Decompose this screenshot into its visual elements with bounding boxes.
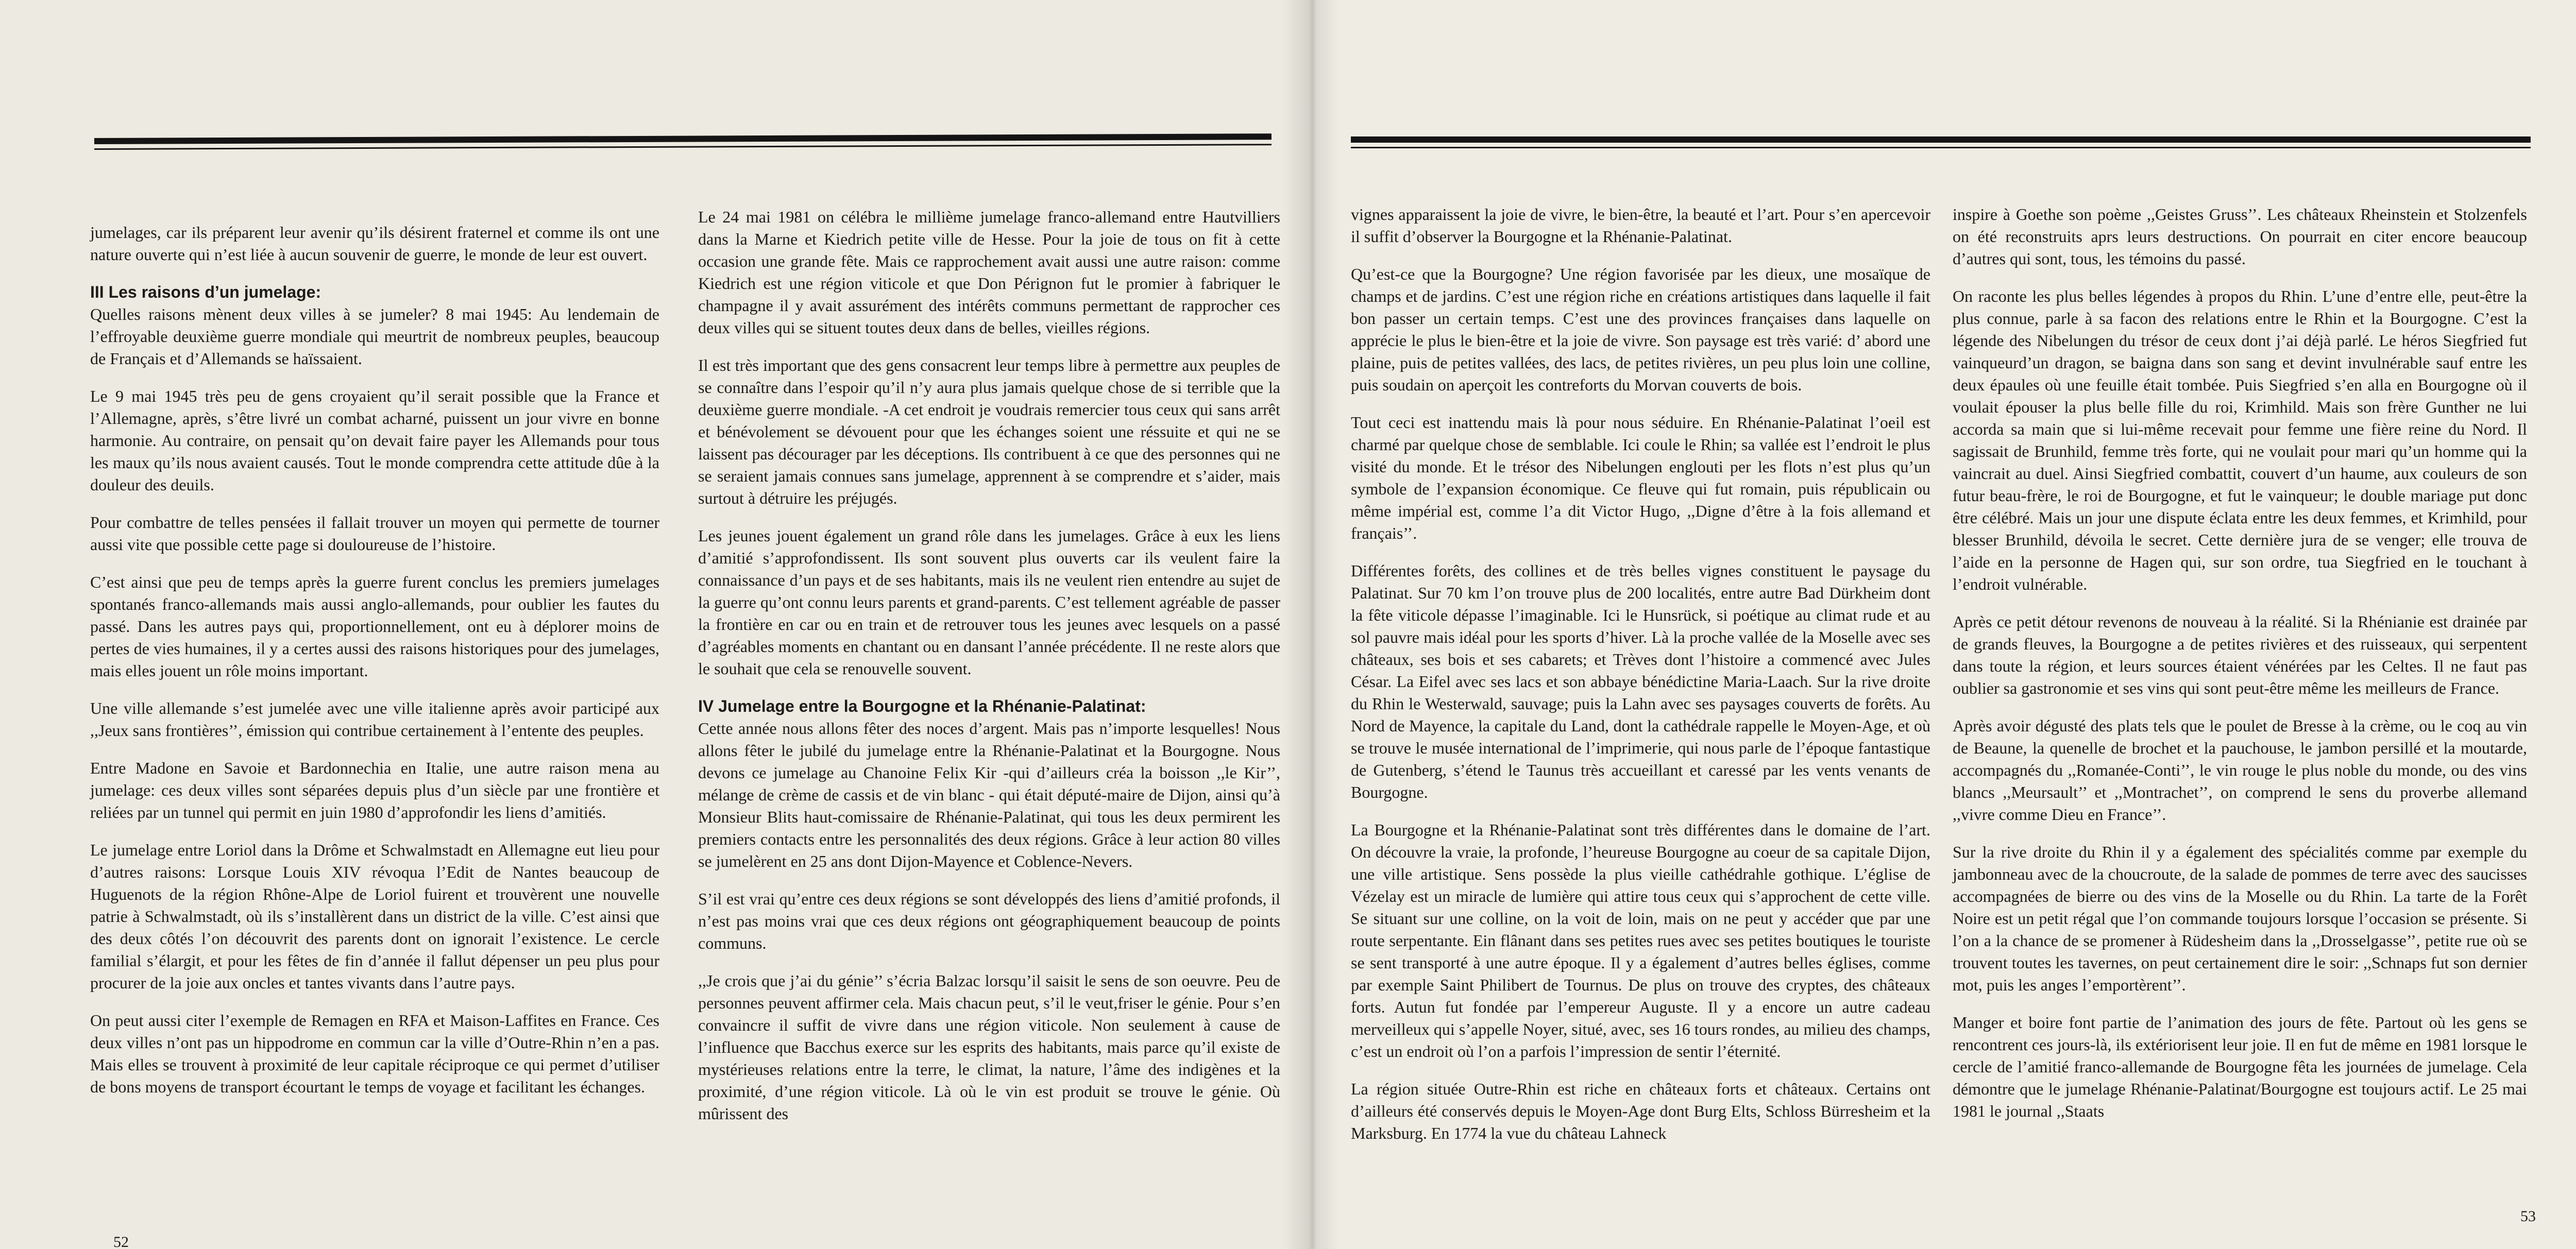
paragraph: Entre Madone en Savoie et Bardonnechia en Italie, une autre raison mena au jumelage: ces deux villes sont séparées depuis plus d’un siècle par une frontière et reliées par un tunnel qui permit en juin 1980 d’approfondir les liens d’amitiés. (90, 759, 659, 822)
paragraph: inspire à Goethe son poème ,,Geistes Gruss’’. Les châteaux Rheinstein et Stolzenfels on été reconstruits aprs leurs destructions. On pourrait en citer encore beaucoup d’autres qui sont, tous, les témoins du passé. (1953, 205, 2527, 268)
left-column-1 (90, 221, 659, 1114)
paragraph: Sur la rive droite du Rhin il y a également des spécialités comme par exemple du jambonneau avec de la choucroute, de la salade de pommes de terre avec des saucisses accompagnées de bierre ou des vins de la Moselle ou du Rhin. La tarte de la Forêt Noire est un petit régal que l’on commande toujours lorsque l’occasion se présente. Si l’on a la chance de se promener à Rüdesheim dans la ,,Drosselgasse’’, petite rue où se trouvent toutes les tavernes, on peut certainement dire le soir: ,,Schnaps fut son dernier mot, puis les anges l’emportèrent’’. (1953, 843, 2527, 994)
paragraph: Quelles raisons mènent deux villes à se jumeler? 8 mai 1945: Au lendemain de l’effroyable deuxième guerre mondiale qui meurtrit de nombreux peuples, beaucoup de Français et d’Allemands se haïssaient. (90, 305, 659, 368)
section-heading: III Les raisons d’un jumelage: (90, 283, 321, 301)
paragraph: Le jumelage entre Loriol dans la Drôme et Schwalmstadt en Allemagne eut lieu pour d’autres raisons: Lorsque Louis XIV révoqua l’Edit de Nantes beaucoup de Huguenots de la région Rhône-Alpe de Loriol fuirent et trouvèrent une nouvelle patrie à Schwalmstadt, où ils s’installèrent dans un district de la ville. C’est ainsi que des deux côtés l’on découvrit des parents dont on ignorait l’existence. Le cercle familial s’élargit, et pour les fêtes de fin d’année il fallut dépenser un peu plus pour procurer de la joie aux oncles et tantes vivants dans l’autre pays. (90, 841, 659, 992)
page-number: 53 (2520, 1208, 2536, 1225)
paragraph: Le 9 mai 1945 très peu de gens croyaient qu’il serait possible que la France et l’Allemagne, après, s’être livré un combat acharné, puissent un jour vivre en bonne harmonie. Au contraire, on pensait qu’on devait faire payer les Allemands pour tous les maux qu’ils nous avaient causés. Tout le monde comprendra cette attitude dûe à la douleur des deuils. (90, 387, 659, 494)
header-rule (94, 133, 1272, 153)
paragraph: S’il est vrai qu’entre ces deux régions se sont développés des liens d’amitié profonds, il n’est pas moins vrai que ces deux régions ont géographiquement beaucoup de points communs. (698, 889, 1280, 952)
paragraph: Les jeunes jouent également un grand rôle dans les jumelages. Grâce à eux les liens d’amitié s’approfondissent. Ils sont souvent plus ouverts car ils veulent faire la connaissance d’un pays et de ses habitants, mais ils ne veulent rien entendre au sujet de la guerre qu’ont connu leurs parents et grand-parents. C’est tellement agréable de passer la frontière en car ou en train et de retrouver tous les jeunes avec lesquels on a passé d’agréables moments en chantant ou en dansant l’année précédente. Il ne reste alors que le souhait que cela se renouvelle souvent. (698, 526, 1280, 678)
paragraph: ,,Je crois que j’ai du génie’’ s’écria Balzac lorsqu’il saisit le sens de son oeuvre. Peu de personnes peuvent affirmer cela. Mais chacun peut, s’il le veut,friser le génie. Pour s’en convaincre il suffit de vivre dans une région viticole. Non seulement à cause de l’influence que Bacchus exerce sur les esprits des habitants, mais parce qu’il existe de mystérieuses relations entre la terre, le climat, la nature, l’âme des indigènes et la proximité, d’une région viticole. Là où le vin est produit se trouve le génie. Où mûrissent des (698, 971, 1280, 1123)
paragraph: Tout ceci est inattendu mais là pour nous séduire. En Rhénanie-Palatinat l’oeil est charmé par quelque chose de semblable. Ici coule le Rhin; sa vallée est l’endroit le plus visité du monde. Et le trésor des Nibelungen englouti per les flots n’est plus qu’un symbole de l’expansion économique. Ce fleuve qui fut romain, puis républicain ou même impérial est, comme l’a dit Victor Hugo, ,,Digne d’être à la fois allemand et français’’. (1351, 413, 1930, 542)
paragraph: jumelages, car ils préparent leur avenir qu’ils désirent fraternel et comme ils ont une nature ouverte qui n’est liée à aucun souvenir de guerre, le monde de leur est ouvert. (90, 223, 659, 264)
header-rule (1351, 136, 2531, 152)
right-column-2 (1953, 203, 2527, 1138)
paragraph: Le 24 mai 1981 on célébra le millième jumelage franco-allemand entre Hautvilliers dans la Marne et Kiedrich petite ville de Hesse. Pour la joie de tous on fit à cette occasion une grande fête. Mais ce rapprochement avait aussi une autre raison: comme Kiedrich est une région viticole et que Don Pérignon fut le promier à fabriquer le champagne il y avait assurément des intérêts communs permettant de rapprocher ces deux villes qui se situent toutes deux dans de belles, vieilles régions. (698, 208, 1280, 337)
right-page (1309, 0, 2576, 1249)
paragraph: Manger et boire font partie de l’animation des jours de fête. Partout où les gens se rencontrent ces jours-là, ils extériorisent leur joie. Il en fut de même en 1981 lorsque le cercle de l’amitié franco-allemande de Bourgogne fêta les journées de jumelage. Cela démontre que le jumelage Rhénanie-Palatinat/Bourgogne est toujours actif. Le 25 mai 1981 le journal ,,Staats (1953, 1013, 2527, 1120)
paragraph: vignes apparaissent la joie de vivre, le bien-être, la beauté et l’art. Pour s’en apercevoir il suffit d’observer la Bourgogne et la Rhénanie-Palatinat. (1351, 205, 1930, 246)
paragraph: La région située Outre-Rhin est riche en châteaux forts et châteaux. Certains ont d’ailleurs été conservés depuis le Moyen-Age dont Burg Elts, Schloss Bürresheim et la Marksburg. En 1774 la vue du château Lahneck (1351, 1080, 1930, 1142)
paragraph: On peut aussi citer l’exemple de Remagen en RFA et Maison-Laffites en France. Ces deux villes n’ont pas un hippodrome en commun car la ville d’Outre-Rhin n’en a pas. Mais elles se trouvent à proximité de leur capitale réciproque ce qui permet d’utiliser de bons moyens de transport écourtant le temps de voyage et facilitant les échanges. (90, 1011, 659, 1096)
paragraph: Il est très important que des gens consacrent leur temps libre à permettre aux peuples de se connaître dans l’espoir qu’il n’y aura plus jamais quelque chose de si terrible que la deuxième guerre mondiale. -A cet endroit je voudrais remercier tous ceux qui sans arrêt et bénévolement se dévouent pour que les échanges soient une réssuite et qui ne se laissent pas décourager par les déceptions. Ils contribuent à ce que des personnes qui ne se seraient jamais connues sans jumelage, apprennent à se comprendre et s’aider, mais surtout à détruire les préjugés. (698, 356, 1280, 507)
paragraph: La Bourgogne et la Rhénanie-Palatinat sont très différentes dans le domaine de l’art. On découvre la vraie, la profonde, l’heureuse Bourgogne au coeur de sa capitale Dijon, une ville artistique. Sens possède la plus vieille cathédrahle gothique. L’église de Vézelay est un miracle de lumière qui attire tous ceux qui s’approchent de cette ville. Se situant sur une colline, on la voit de loin, mais on ne peut y accéder que par une route serpentante. Ein flânant dans ses petites rues avec ses petites boutiques le touriste se sent transporté à une autre époque. Il y a également d’autres belles églises, comme par exemple Saint Philibert de Tournus. De plus on trouve des cryptes, des châteaux forts. Autun fut fondée par l’empereur Auguste. Il y a encore un autre cadeau merveilleux qui s’appelle Noyer, situé, avec, ses 16 tours rondes, au milieu des champs, c’est un endroit où l’on a parfois l’impression de sentir l’éternité. (1351, 820, 1930, 1060)
paragraph: Une ville allemande s’est jumelée avec une ville italienne après avoir participé aux ,,Jeux sans frontières’’, émission qui contribue certainement à l’entente des peuples. (90, 699, 659, 740)
paragraph: Après ce petit détour revenons de nouveau à la réalité. Si la Rhénianie est drainée par de grands fleuves, la Bourgogne a de petites rivières et des ruisseaux, qui serpentent dans toute la région, et leurs sources étaient vénérées par les Celtes. Il ne faut pas oublier sa gastronomie et ses vins qui sont peut-être même les meilleurs de France. (1953, 612, 2527, 697)
left-column-2 (698, 206, 1280, 1140)
right-column-1 (1351, 203, 1930, 1160)
paragraph: Qu’est-ce que la Bourgogne? Une région favorisée par les dieux, une mosaïque de champs et de jardins. C’est une région riche en créations artistiques dans laquelle il fait bon passer un certain temps. C’est une des provinces françaises dans laquelle on apprécie le plus le bien-être et la joie de vivre. Son paysage est très varié: d’ abord une plaine, puis de petites vallées, des lacs, de petites rivières, un peu plus loin une colline, puis soudain on aperçoit les contreforts du Morvan couverts de bois. (1351, 265, 1930, 394)
paragraph: Pour combattre de telles pensées il fallait trouver un moyen qui permette de tourner aussi vite que possible cette page si douloureuse de l’histoire. (90, 513, 659, 554)
paragraph: Après avoir dégusté des plats tels que le poulet de Bresse à la crème, ou le coq au vin de Beaune, la quenelle de brochet et la pauchouse, le jambon persillé et la moutarde, accompagnés du ,,Romanée-Conti’’, le vin rouge le plus noble du monde, ou des vins blancs ,,Meursault’’ et ,,Montrachet’’, on comprend le sens du proverbe allemand ,,vivre comme Dieu en France’’. (1953, 716, 2527, 824)
paragraph: Cette année nous allons fêter des noces d’argent. Mais pas n’importe lesquelles! Nous allons fêter le jubilé du jumelage entre la Rhénanie-Palatinat et la Bourgogne. Nous devons ce jumelage au Chanoine Felix Kir -qui d’ailleurs créa la boisson ,,le Kir’’, mélange de crème de cassis et de vin blanc - qui était député-maire de Dijon, ainsi qu’à Monsieur Blits haut-comissaire de Rhénanie-Palatinat, qui tous les deux permirent les premiers contacts entre les personnalités des deux régions. Grâce à leur action 80 villes se jumelèrent en 25 ans dont Dijon-Mayence et Coblence-Nevers. (698, 719, 1280, 870)
section-heading: IV Jumelage entre la Bourgogne et la Rhénanie-Palatinat: (698, 697, 1146, 715)
paragraph: C’est ainsi que peu de temps après la guerre furent conclus les premiers jumelages spontanés franco-allemands mais aussi anglo-allemands, pour oublier les fautes du passé. Dans les autres pays qui, proportionnellement, ont eu à déplorer moins de pertes de vies humaines, il y a certes aussi des raisons historiques pour des jumelages, mais elles jouent un rôle moins important. (90, 573, 659, 680)
page-number: 52 (113, 1234, 129, 1249)
paragraph: Différentes forêts, des collines et de très belles vignes constituent le paysage du Palatinat. Sur 70 km l’on trouve plus de 200 localités, entre autre Bad Dürkheim dont la fête viticole dépasse l’imaginable. Ici le Hunsrück, si poétique au climat rude et au sol pauvre mais idéal pour les sports d’hiver. Là la proche vallée de la Moselle avec ses châteaux, ses bois et ses cabarets; et Trèves dont l’histoire a commencé avec Jules César. La Eifel avec ses lacs et son abbaye bénédictine Maria-Laach. Sur la rive droite du Rhin le Westerwald, sauvage; puis la Lahn avec ses paysages couverts de forêts. Au Nord de Mayence, la capitale du Land, dont la cathédrale rappelle le Moyen-Age, et où se trouve le musée international de l’imprimerie, qui nous parle de l’époque fantastique de Gutenberg, s’étend le Taunus très accueillant et caressé par les vents venants de Bourgogne. (1351, 561, 1930, 801)
paragraph: On raconte les plus belles légendes à propos du Rhin. L’une d’entre elle, peut-être la plus connue, parle à sa facon des relations entre le Rhin et la Bourgogne. C’est la légende des Nibelungen du trésor de ceux dont j’ai déjà parlé. Le héros Siegfried fut vainqueurd’un dragon, se baigna dans son sang et devint invulnérable sauf entre les deux épaules où une feuille était tombée. Puis Siegfried s’en alla en Bourgogne où il voulait épouser la plus belle fille du roi, Krimhild. Mais son frère Gunther ne lui accorda sa main que si lui-même recevait pour femme une fière reine du Nord. Il sagissait de Brunhild, femme très forte, qui ne voulait pour mari qu’un homme qui la vaincrait au duel. Ainsi Siegfried combattit, couvert d’un haume, aux couleurs de son futur beau-frère, le roi de Bourgogne, et fut le vainqueur; le double mariage put donc être célébré. Mais un jour une dispute éclata entre les deux femmes, et Krimhild, pour blesser Brunhild, dévoila le secret. Cette dernière jura de se venger; elle trouva de l’aide en la personne de Hagen qui, sur son ordre, tua Siegfried en le touchant à l’endroit vulnérable. (1953, 287, 2527, 593)
